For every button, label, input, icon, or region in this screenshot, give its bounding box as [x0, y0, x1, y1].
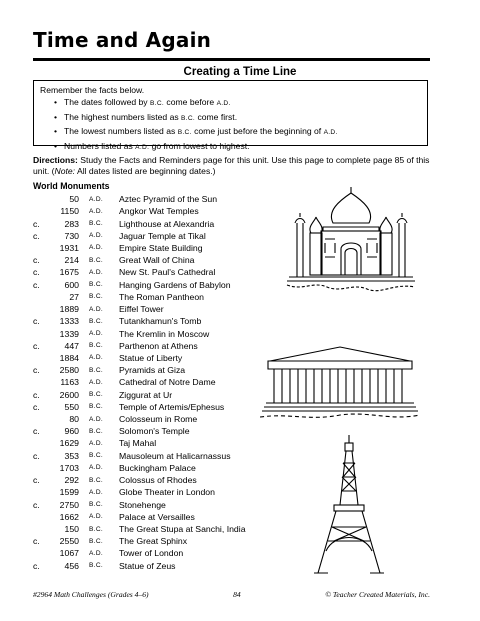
circa-marker: c.	[33, 536, 40, 547]
monument-year: 214	[64, 255, 79, 266]
monument-year: 1931	[59, 242, 79, 253]
monument-row	[33, 340, 273, 352]
monument-name: Angkor Wat Temples	[119, 206, 199, 217]
monument-era: A.D.	[89, 354, 104, 362]
monument-year: 1662	[59, 511, 79, 522]
monument-year: 27	[69, 291, 79, 302]
monument-row	[33, 352, 273, 364]
circa-marker: c.	[33, 365, 40, 376]
monument-year: 292	[64, 475, 79, 486]
monument-name: Mausoleum at Halicarnassus	[119, 450, 231, 461]
monument-row	[33, 486, 273, 498]
directions-text: Directions: Study the Facts and Reminders page for this unit. Use this page to complete page 85 of this unit. (Note: All dates listed are beginning dates.)	[33, 155, 430, 176]
circa-marker: c.	[33, 475, 40, 486]
monument-row	[33, 474, 273, 486]
monument-year: 960	[64, 426, 79, 437]
monument-row	[33, 364, 273, 376]
monument-row	[33, 523, 273, 535]
monument-row	[33, 327, 273, 339]
monument-era: A.D.	[89, 207, 104, 215]
reminder-list	[40, 96, 421, 154]
monument-era: B.C.	[89, 220, 104, 228]
monument-year: 456	[64, 560, 79, 571]
monument-year: 730	[64, 230, 79, 241]
monument-row	[33, 450, 273, 462]
monument-name: Tower of London	[119, 548, 184, 559]
monument-row	[33, 437, 273, 449]
monument-name: Parthenon at Athens	[119, 340, 198, 351]
monument-era: B.C.	[89, 562, 104, 570]
monument-row	[33, 498, 273, 510]
monument-era: B.C.	[89, 525, 104, 533]
monument-row	[33, 242, 273, 254]
monument-year: 1150	[60, 206, 79, 217]
circa-marker: c.	[33, 426, 40, 437]
monument-era: A.D.	[89, 415, 104, 423]
monument-row	[33, 389, 273, 401]
monument-year: 283	[64, 218, 79, 229]
monument-year: 2580	[59, 365, 79, 376]
circa-marker: c.	[33, 499, 40, 510]
monument-era: B.C.	[89, 537, 104, 545]
monument-name: Solomon's Temple	[119, 426, 190, 437]
monument-name: The Great Sphinx	[119, 536, 188, 547]
monument-row	[33, 279, 273, 291]
monument-name: The Great Stupa at Sanchi, India	[119, 524, 246, 535]
monument-row	[33, 266, 273, 278]
monument-name: Taj Mahal	[119, 438, 157, 449]
monument-row	[33, 535, 273, 547]
monument-name: Hanging Gardens of Babylon	[119, 279, 231, 290]
monument-era: B.C.	[89, 317, 104, 325]
circa-marker: c.	[33, 450, 40, 461]
monument-row	[33, 254, 273, 266]
monument-year: 50	[69, 194, 79, 205]
monument-name: Eiffel Tower	[119, 304, 164, 315]
monument-name: The Kremlin in Moscow	[119, 328, 210, 339]
monument-year: 150	[64, 524, 79, 535]
monument-era: A.D.	[89, 244, 104, 252]
monument-row	[33, 291, 273, 303]
monument-name: Lighthouse at Alexandria	[119, 218, 215, 229]
monument-era: A.D.	[89, 439, 104, 447]
monument-row	[33, 303, 273, 315]
circa-marker: c.	[33, 401, 40, 412]
monument-name: New St. Paul's Cathedral	[119, 267, 216, 278]
reminder-box	[33, 80, 428, 151]
circa-marker: c.	[33, 279, 40, 290]
parthenon-illustration	[260, 343, 420, 423]
circa-marker: c.	[33, 218, 40, 229]
monument-name: Statue of Liberty	[119, 352, 183, 363]
monument-row	[33, 560, 273, 572]
monument-name: Colosseum in Rome	[119, 414, 198, 425]
list-heading: World Monuments	[33, 181, 110, 191]
reminder-intro: Remember the facts below.	[40, 85, 145, 95]
circa-marker: c.	[33, 316, 40, 327]
monument-year: 1884	[59, 352, 79, 363]
monument-year: 1067	[59, 548, 79, 559]
monument-row	[33, 425, 273, 437]
monument-year: 1339	[59, 328, 79, 339]
monument-name: The Roman Pantheon	[119, 291, 205, 302]
monument-year: 550	[64, 401, 79, 412]
monument-era: A.D.	[89, 378, 104, 386]
circa-marker: c.	[33, 230, 40, 241]
monument-year: 1675	[59, 267, 79, 278]
note-label: Note:	[54, 166, 76, 176]
monument-name: Buckingham Palace	[119, 462, 196, 473]
monument-era: A.D.	[89, 195, 104, 203]
monument-row	[33, 376, 273, 388]
monument-name: Globe Theater in London	[119, 487, 215, 498]
reminder-item: • The highest numbers listed as B.C. come first.	[64, 111, 421, 125]
monument-name: Cathedral of Notre Dame	[119, 377, 216, 388]
monument-year: 600	[64, 279, 79, 290]
monument-era: A.D.	[89, 232, 104, 240]
monument-year: 2750	[59, 499, 79, 510]
reminder-item: • Numbers listed as A.D. go from lowest to highest.	[64, 140, 421, 154]
monument-era: B.C.	[89, 452, 104, 460]
circa-marker: c.	[33, 255, 40, 266]
circa-marker: c.	[33, 389, 40, 400]
monument-name: Palace at Versailles	[119, 511, 195, 522]
monument-row	[33, 401, 273, 413]
monument-row	[33, 205, 273, 217]
page-title: Time and Again	[33, 28, 212, 52]
monument-era: B.C.	[89, 366, 104, 374]
reminder-item: • The dates followed by B.C. come before A.D.	[64, 96, 421, 110]
monument-era: A.D.	[89, 549, 104, 557]
monument-era: B.C.	[89, 293, 104, 301]
circa-marker: c.	[33, 340, 40, 351]
monument-year: 1629	[59, 438, 79, 449]
title-rule	[33, 58, 430, 61]
monument-era: A.D.	[89, 513, 104, 521]
monument-year: 2600	[59, 389, 79, 400]
monument-era: A.D.	[89, 305, 104, 313]
footer-copyright: © Teacher Created Materials, Inc.	[325, 590, 430, 599]
monument-row	[33, 217, 273, 229]
eiffel-tower-illustration	[304, 433, 394, 583]
footer-book-title: #2964 Math Challenges (Grades 4–6)	[33, 590, 149, 599]
monument-era: B.C.	[89, 281, 104, 289]
circa-marker: c.	[33, 560, 40, 571]
monument-year: 1889	[59, 304, 79, 315]
monument-name: Aztec Pyramid of the Sun	[119, 194, 218, 205]
monument-name: Ziggurat at Ur	[119, 389, 173, 400]
monument-year: 447	[64, 340, 79, 351]
monument-era: B.C.	[89, 501, 104, 509]
monument-row	[33, 315, 273, 327]
monument-era: B.C.	[89, 427, 104, 435]
monument-name: Pyramids at Giza	[119, 365, 186, 376]
monument-name: Stonehenge	[119, 499, 166, 510]
taj-mahal-illustration	[283, 183, 419, 301]
monument-year: 80	[69, 414, 79, 425]
monument-row	[33, 511, 273, 523]
monument-year: 1333	[59, 316, 79, 327]
monument-row	[33, 462, 273, 474]
monument-name: Statue of Zeus	[119, 560, 176, 571]
monument-year: 353	[64, 450, 79, 461]
monument-year: 1703	[59, 462, 79, 473]
monument-era: B.C.	[89, 403, 104, 411]
monument-era: A.D.	[89, 268, 104, 276]
monument-year: 1599	[59, 487, 79, 498]
section-subtitle: Creating a Time Line	[183, 66, 297, 78]
monument-year: 2550	[59, 536, 79, 547]
monument-name: Empire State Building	[119, 242, 203, 253]
monument-era: A.D.	[89, 488, 104, 496]
monument-era: A.D.	[89, 464, 104, 472]
monument-era: A.D.	[89, 330, 104, 338]
page-footer	[33, 590, 430, 599]
monument-name: Tutankhamun's Tomb	[119, 316, 202, 327]
monument-name: Jaguar Temple at Tikal	[119, 230, 206, 241]
reminder-item: • The lowest numbers listed as B.C. come just before the beginning of A.D.	[64, 125, 421, 139]
monument-era: B.C.	[89, 476, 104, 484]
monument-row	[33, 230, 273, 242]
directions-label: Directions:	[33, 155, 78, 165]
monument-name: Temple of Artemis/Ephesus	[119, 401, 225, 412]
monument-row	[33, 547, 273, 559]
monument-year: 1163	[60, 377, 79, 388]
monument-row	[33, 413, 273, 425]
monument-name: Great Wall of China	[119, 255, 195, 266]
monument-era: B.C.	[89, 391, 104, 399]
monument-row	[33, 193, 273, 205]
monument-list	[33, 193, 273, 572]
monument-era: B.C.	[89, 342, 104, 350]
monument-era: B.C.	[89, 256, 104, 264]
monument-name: Colossus of Rhodes	[119, 475, 197, 486]
circa-marker: c.	[33, 267, 40, 278]
footer-page-number: 84	[233, 590, 241, 599]
